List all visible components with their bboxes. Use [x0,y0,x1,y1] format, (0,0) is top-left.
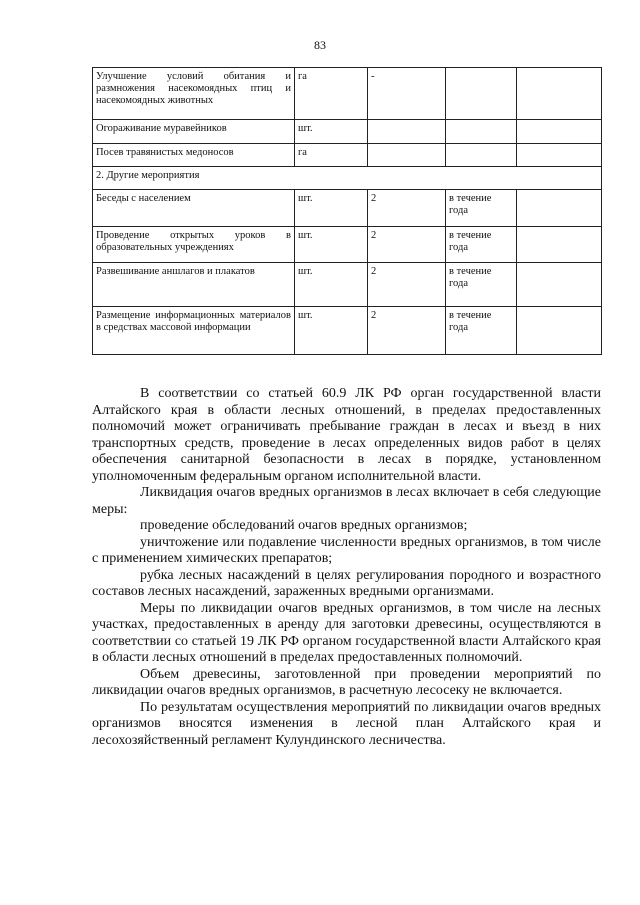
table-row [93,144,602,167]
quantity-cell: 2 [368,263,446,307]
measure-name: Развешивание аншлагов и плакатов [93,263,295,307]
empty-cell [517,227,602,263]
unit-cell: шт. [295,190,368,227]
measure-name: Беседы с населением [93,190,295,227]
period-cell [446,68,517,120]
list-item: проведение обследований очагов вредных организмов; [140,518,468,533]
measure-name: Посев травянистых медоносов [93,144,295,167]
paragraph: Меры по ликвидации очагов вредных организмов, в том числе на лесных участках, предоставленных в аренду для заготовки древесины, осуществляются в соответствии со статьей 19 ЛК РФ органом государственной власти Алтайского края в области лесных отношений в пределах предоставленных полномочий. [92,600,601,665]
empty-cell [517,307,602,355]
empty-cell [517,144,602,167]
quantity-cell: - [368,68,446,120]
unit-cell: га [295,144,368,167]
quantity-cell: 2 [368,190,446,227]
body-text [92,386,601,749]
section-heading: 2. Другие мероприятия [93,167,602,190]
table-row [93,120,602,144]
table-row [93,263,602,307]
period-cell [446,120,517,144]
unit-cell: га [295,68,368,120]
measure-name: Проведение открытых уроков в образовательных учреждениях [93,227,295,263]
list-item: уничтожение или подавление численности вредных организмов, в том числе с применением химических препаратов; [92,534,601,566]
period-cell: в течение года [446,227,517,263]
paragraph: В соответствии со статьей 60.9 ЛК РФ орган государственной власти Алтайского края в области лесных отношений, в пределах предоставленных полномочий может ограничивать пребывание граждан в лесах и въезд в них транспортных средств, проведение в лесах определенных видов работ в целях обеспечения санитарной безопасности в лесах в порядке, установленном уполномоченным федеральным органом исполнительной власти. [92,386,601,484]
table-row [93,307,602,355]
unit-cell: шт. [295,307,368,355]
table-row [93,68,602,120]
list-item: рубка лесных насаждений в целях регулирования породного и возрастного составов лесных насаждений, зараженных вредными организмами. [92,567,601,599]
paragraph: Объем древесины, заготовленной при проведении мероприятий по ликвидации очагов вредных организмов, в расчетную лесосеку не включается. [92,666,601,698]
measure-name: Огораживание муравейников [93,120,295,144]
paragraph: По результатам осуществления мероприятий по ликвидации очагов вредных организмов вносятся изменения в лесной план Алтайского края и лесохозяйственный регламент Кулундинского лесничества. [92,699,601,748]
table-row [93,227,602,263]
empty-cell [517,190,602,227]
table-row [93,190,602,227]
quantity-cell: 2 [368,307,446,355]
empty-cell [517,263,602,307]
empty-cell [517,120,602,144]
period-cell: в течение года [446,263,517,307]
measures-table [92,67,602,355]
page-number: 83 [314,38,326,52]
empty-cell [517,68,602,120]
table-section-row [93,167,602,190]
unit-cell: шт. [295,120,368,144]
measure-name: Улучшение условий обитания и размножения насекомоядных птиц и насекомоядных животных [93,68,295,120]
unit-cell: шт. [295,263,368,307]
quantity-cell [368,120,446,144]
period-cell: в течение года [446,307,517,355]
measure-name: Размещение информационных материалов в средствах массовой информации [93,307,295,355]
paragraph: Ликвидация очагов вредных организмов в лесах включает в себя следующие меры: [92,485,601,517]
period-cell [446,144,517,167]
quantity-cell [368,144,446,167]
period-cell: в течение года [446,190,517,227]
unit-cell: шт. [295,227,368,263]
quantity-cell: 2 [368,227,446,263]
